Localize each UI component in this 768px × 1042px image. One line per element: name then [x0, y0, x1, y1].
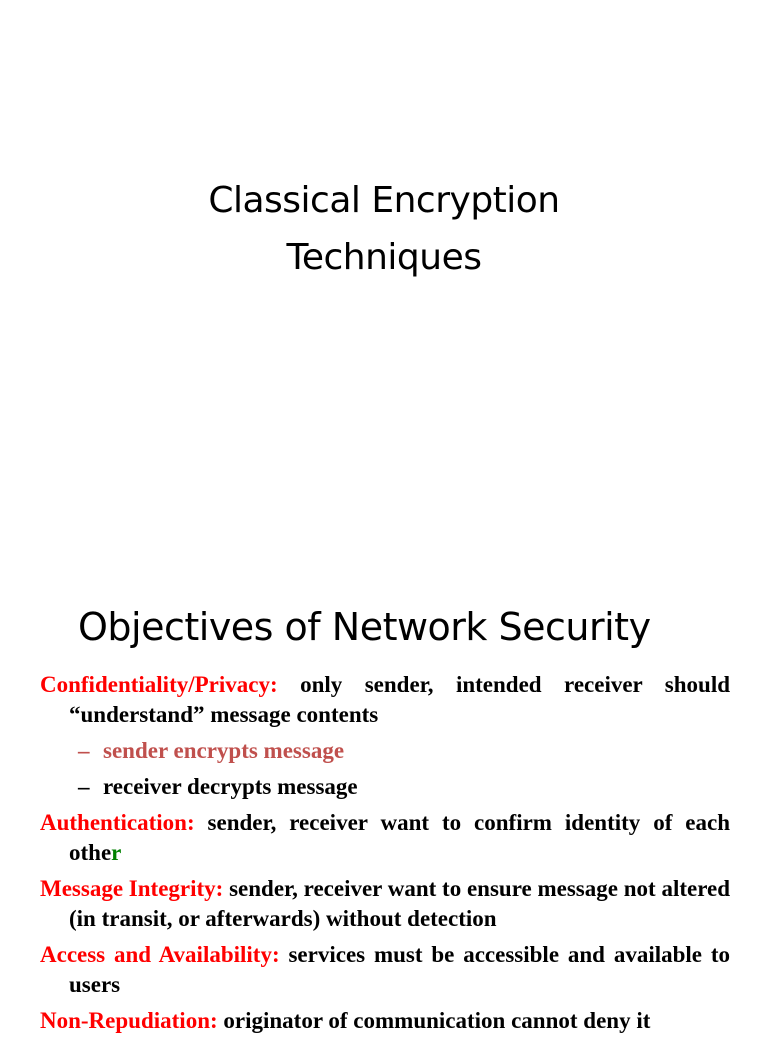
- objective-integrity: [40, 874, 730, 934]
- objective-term: Message Integrity:: [40, 876, 224, 901]
- objective-text: sender, receiver want to ensure message not altered (in transit, or afterwards) without detection: [69, 876, 730, 931]
- objective-term: Non-Repudiation:: [40, 1008, 218, 1033]
- objective-text-tail: r: [111, 840, 122, 865]
- objective-availability: [40, 940, 730, 1000]
- objective-term: Confidentiality/Privacy:: [40, 672, 278, 697]
- slide-title: [0, 172, 768, 286]
- sub-bullet-text: receiver decrypts message: [103, 774, 358, 799]
- slide-title-line1: Classical Encryption: [208, 180, 560, 221]
- dash-bullet: –: [78, 774, 90, 799]
- slide-body: [40, 670, 730, 1042]
- slide-title-line2: Techniques: [286, 237, 482, 278]
- slide-heading: Objectives of Network Security: [78, 605, 651, 649]
- objective-authentication: [40, 808, 730, 868]
- objective-text-main: sender, receiver want to confirm identity of each othe: [69, 810, 730, 865]
- objective-text: services must be accessible and available to users: [69, 942, 731, 997]
- objective-confidentiality: [40, 670, 730, 730]
- objective-text: originator of communication cannot deny it: [223, 1008, 651, 1033]
- objective-text: only sender, intended receiver should “understand” message contents: [69, 672, 731, 727]
- sub-bullet: [40, 736, 730, 766]
- dash-bullet: –: [78, 738, 90, 763]
- objectives-slide: [0, 576, 768, 1033]
- sub-bullet: [40, 772, 730, 802]
- objective-term: Authentication:: [40, 810, 195, 835]
- objective-term: Access and Availability:: [40, 942, 280, 967]
- objective-nonrepudiation: [40, 1006, 730, 1036]
- sub-bullet-text: sender encrypts message: [103, 738, 345, 763]
